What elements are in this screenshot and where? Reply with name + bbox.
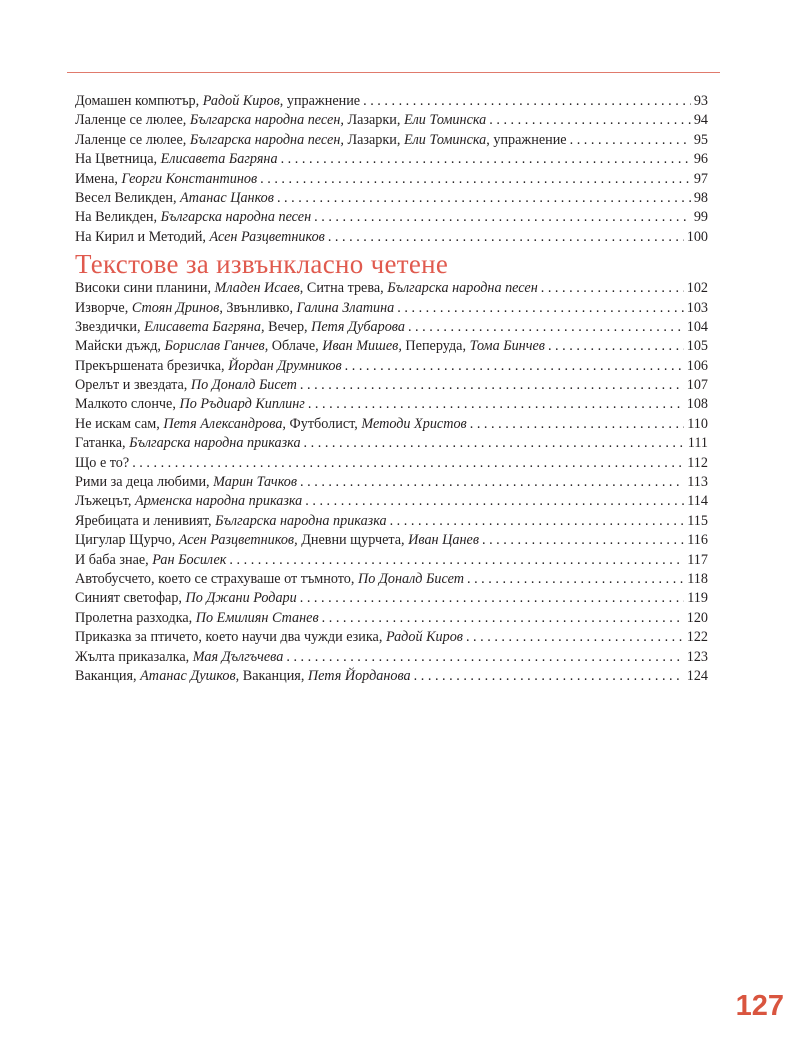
toc-entry-text: Звездички, [75, 318, 145, 335]
toc-entry-author: Българска народна песен [387, 280, 538, 297]
toc-entry-title [75, 492, 302, 511]
toc-leader-dots [286, 648, 683, 667]
toc-entry [75, 189, 708, 208]
toc-leader-dots [305, 492, 684, 511]
toc-entry [75, 531, 708, 550]
toc-entry-page: 111 [687, 435, 708, 452]
toc-entry-author: Асен Разцветников [209, 228, 325, 245]
toc-entry-author: Българска народна песен, [189, 131, 344, 148]
toc-entry-page: 123 [686, 648, 708, 665]
toc-entry-text: Имена, [75, 170, 122, 187]
toc-entry-page: 100 [686, 228, 708, 245]
toc-entry-author: Галина Златина [296, 299, 395, 316]
toc-entry [75, 376, 708, 395]
toc-entry-author: Стоян Дринов [131, 299, 220, 316]
toc-entry [75, 337, 708, 356]
toc-entry-title [75, 337, 545, 356]
toc-entry-author: Асен Разцветников, [178, 532, 298, 549]
section-heading: Текстове за извънкласно четене [75, 249, 449, 280]
toc-entry-author: Марин Тачков [213, 474, 298, 491]
toc-entry-author: Петя Александрова, [163, 415, 286, 432]
toc-entry-page: 96 [693, 151, 708, 168]
toc-entry-page: 104 [686, 318, 708, 335]
toc-entry-author: Борислав Ганчев, [164, 338, 269, 355]
toc-leader-dots [345, 357, 684, 376]
toc-entry-title [75, 589, 297, 608]
toc-entry-author: Петя Дубарова [311, 318, 405, 335]
toc-entry [75, 357, 708, 376]
toc-entry-page: 122 [686, 629, 708, 646]
toc-entry [75, 279, 708, 298]
toc-entry-text: , Ситна трева, [299, 280, 388, 297]
toc-entry-text: Малкото слонче, [75, 396, 180, 413]
toc-entry-page: 93 [693, 93, 708, 109]
toc-entry-author: Арменска народна приказка [135, 493, 303, 510]
toc-entry-title [75, 415, 467, 434]
toc-entry-page: 97 [693, 170, 708, 187]
toc-leader-dots [322, 609, 684, 628]
toc-entry-title [75, 92, 360, 111]
toc-entry [75, 473, 708, 492]
toc-entry [75, 111, 708, 130]
toc-entry-text: Майски дъжд, [75, 338, 165, 355]
toc-entry-text: Ваканция, [239, 667, 308, 684]
toc-entry-page: 108 [686, 396, 708, 413]
toc-entry-author: Българска народна приказка [129, 435, 301, 452]
toc-entry-title [75, 131, 567, 150]
toc-entry [75, 318, 708, 337]
toc-entry-author: Радой Киров [385, 629, 463, 646]
toc-entry-page: 115 [687, 512, 708, 529]
toc-entry-text: Лазарки, [343, 131, 404, 148]
toc-leader-dots [304, 434, 685, 453]
toc-entry-title [75, 551, 226, 570]
toc-entry [75, 512, 708, 531]
toc-entry-text: , Звънливко, [219, 299, 297, 316]
toc-entry [75, 208, 708, 227]
toc-entry-title [75, 667, 411, 686]
toc-entry-title [75, 395, 305, 414]
toc-entry-page: 112 [687, 454, 708, 471]
toc-entry-title [75, 299, 394, 318]
toc-leader-dots [548, 337, 684, 356]
toc-entry [75, 628, 708, 647]
toc-leader-dots [300, 473, 684, 492]
toc-entry-author: Методи Христов [361, 415, 467, 432]
toc-entry-title [75, 609, 319, 628]
toc-entry-author: По Доналд Бисет [357, 570, 464, 587]
toc-entry-author: По Ръдиард Киплинг [179, 396, 305, 413]
toc-entry-text: На Цветница, [75, 151, 161, 168]
toc-entry-title [75, 111, 486, 130]
toc-entry-author: Българска народна песен, [189, 112, 344, 129]
toc-entry-text: Що е то? [75, 454, 130, 471]
toc-entry [75, 434, 708, 453]
toc-entry-page: 99 [693, 209, 708, 226]
toc-entry-text: Автобусчето, което се страхуваше от тъмното, [75, 570, 358, 587]
toc-entry-author: По Доналд Бисет [190, 377, 297, 394]
toc-entry [75, 150, 708, 169]
toc-entry-title [75, 628, 463, 647]
toc-entry-text: Ваканция, [75, 667, 141, 684]
toc-entry-text: Прекършената брезичка, [75, 357, 229, 374]
toc-leader-dots [390, 512, 685, 531]
toc-leader-dots [397, 299, 683, 318]
toc-entry-author: Иван Мишев, [322, 338, 402, 355]
toc-entry-title [75, 279, 538, 298]
toc-entry-text: И баба знае, [75, 551, 153, 568]
toc-entry-author: Петя Йорданова [307, 667, 411, 684]
toc-entry-page: 94 [693, 112, 708, 129]
toc-entry-text: Гатанка, [75, 435, 130, 452]
toc-entry-author: Младен Исаев [214, 280, 300, 297]
toc-entry [75, 648, 708, 667]
toc-entry-author: Йордан Друмников [228, 357, 342, 374]
toc-entry-text: Синият светофар, [75, 590, 186, 607]
toc-entry-text: Високи сини планини, [75, 280, 215, 297]
toc-entry-page: 102 [686, 280, 708, 297]
toc-entry-page: 114 [687, 493, 708, 510]
toc-leader-dots [314, 208, 691, 227]
toc-entry-text: Футболист, [285, 415, 362, 432]
toc-entry-author: Атанас Цанков [180, 189, 274, 206]
toc-entry-title [75, 512, 387, 531]
toc-entry [75, 299, 708, 318]
toc-entry-text: Лаленце се люлее, [75, 131, 190, 148]
toc-entry [75, 667, 708, 686]
toc-entry-text: Дневни щурчета, [297, 532, 409, 549]
toc-entry-text: Орелът и звездата, [75, 377, 191, 394]
toc-entry [75, 170, 708, 189]
toc-entry-page: 106 [686, 357, 708, 374]
toc-entry-title [75, 473, 297, 492]
toc-entry-title [75, 318, 405, 337]
toc-section-2 [75, 279, 708, 686]
toc-entry [75, 395, 708, 414]
toc-entry-author: Българска народна приказка [215, 512, 387, 529]
toc-entry-text: Пролетна разходка, [75, 609, 196, 626]
toc-entry-page: 95 [693, 131, 708, 148]
toc-entry-text: Лъжецът, [75, 493, 136, 510]
toc-entry-page: 110 [687, 415, 708, 432]
toc-entry-title [75, 357, 342, 376]
toc-entry-text: Лаленце се люлее, [75, 112, 190, 129]
toc-entry-page: 118 [687, 570, 708, 587]
toc-entry-page: 103 [686, 299, 708, 316]
toc-leader-dots [300, 589, 685, 608]
toc-leader-dots [363, 92, 691, 111]
toc-leader-dots [328, 228, 684, 247]
toc-leader-dots [132, 454, 684, 473]
toc-entry-author: Ели Томинска [403, 112, 487, 129]
toc-entry-title [75, 376, 297, 395]
toc-leader-dots [466, 628, 684, 647]
toc-leader-dots [277, 189, 691, 208]
header-rule [67, 72, 720, 73]
toc-entry [75, 228, 708, 247]
toc-entry [75, 415, 708, 434]
toc-entry-text: Жълта приказалка, [75, 648, 193, 665]
toc-entry [75, 609, 708, 628]
toc-entry-text: Яребицата и ленивият, [75, 512, 216, 529]
toc-entry-title [75, 434, 301, 453]
toc-entry [75, 131, 708, 150]
toc-entry-author: Елисавета Багряна [160, 151, 278, 168]
toc-entry [75, 92, 708, 111]
toc-entry-text: Домашен компютър, [75, 93, 203, 109]
toc-entry-author: Иван Цанев [408, 532, 479, 549]
toc-entry-text: , упражнение [279, 93, 361, 109]
toc-leader-dots [308, 395, 684, 414]
toc-entry-author: Българска народна песен [160, 209, 312, 226]
table-of-contents [75, 92, 708, 686]
toc-entry-text: Облаче, [268, 338, 323, 355]
toc-entry-author: Георги Константинов [121, 170, 258, 187]
toc-entry [75, 454, 708, 473]
toc-entry-title [75, 150, 278, 169]
page-number: 127 [735, 990, 784, 1022]
toc-entry-page: 119 [687, 590, 708, 607]
toc-entry-title [75, 208, 311, 227]
toc-leader-dots [414, 667, 684, 686]
toc-entry-author: Елисавета Багряна, [144, 318, 265, 335]
toc-entry-title [75, 454, 129, 473]
toc-leader-dots [300, 376, 684, 395]
toc-leader-dots [467, 570, 684, 589]
toc-entry [75, 551, 708, 570]
toc-entry-text: Лазарки, [343, 112, 404, 129]
toc-entry-text: Вечер, [264, 318, 312, 335]
toc-entry-text: Изворче, [75, 299, 132, 316]
toc-entry-title [75, 570, 464, 589]
toc-entry-author: Мая Дългъчева [192, 648, 284, 665]
toc-entry-title [75, 531, 479, 550]
toc-entry-author: По Джани Родари [185, 590, 297, 607]
toc-leader-dots [541, 279, 684, 298]
toc-leader-dots [470, 415, 685, 434]
toc-entry-page: 116 [687, 532, 708, 549]
toc-leader-dots [229, 551, 684, 570]
toc-leader-dots [260, 170, 691, 189]
toc-entry-text: , упражнение [486, 131, 567, 148]
toc-entry-text: На Кирил и Методий, [75, 228, 210, 245]
toc-entry-text: Приказка за птичето, което научи два чужди езика, [75, 629, 386, 646]
toc-entry-text: Цигулар Щурчо, [75, 532, 179, 549]
toc-entry-author: Ели Томинска [403, 131, 487, 148]
toc-entry-text: Рими за деца любими, [75, 474, 214, 491]
toc-entry-text: Пеперуда, [401, 338, 470, 355]
toc-entry-text: На Великден, [75, 209, 161, 226]
toc-entry-author: Атанас Душков, [140, 667, 240, 684]
toc-leader-dots [408, 318, 684, 337]
toc-leader-dots [570, 131, 691, 150]
toc-entry [75, 589, 708, 608]
toc-entry-author: Ран Босилек [152, 551, 227, 568]
toc-entry-page: 117 [687, 551, 708, 568]
toc-section-1 [75, 92, 708, 247]
toc-entry-page: 124 [686, 667, 708, 684]
toc-entry-title [75, 228, 325, 247]
toc-entry-author: Радой Киров [202, 93, 280, 109]
toc-entry-page: 107 [686, 377, 708, 394]
toc-entry-page: 98 [693, 189, 708, 206]
toc-entry-title [75, 170, 257, 189]
toc-entry-author: Тома Бинчев [469, 338, 545, 355]
toc-entry-text: Не искам сам, [75, 415, 164, 432]
toc-entry-title [75, 648, 283, 667]
toc-leader-dots [489, 111, 691, 130]
toc-entry-page: 105 [686, 338, 708, 355]
toc-entry-text: Весел Великден, [75, 189, 181, 206]
toc-entry-page: 113 [687, 474, 708, 491]
toc-entry [75, 492, 708, 511]
toc-leader-dots [482, 531, 684, 550]
toc-entry-page: 120 [686, 609, 708, 626]
toc-entry [75, 570, 708, 589]
toc-leader-dots [281, 150, 691, 169]
toc-entry-author: По Емилиян Станев [195, 609, 319, 626]
toc-entry-title [75, 189, 274, 208]
